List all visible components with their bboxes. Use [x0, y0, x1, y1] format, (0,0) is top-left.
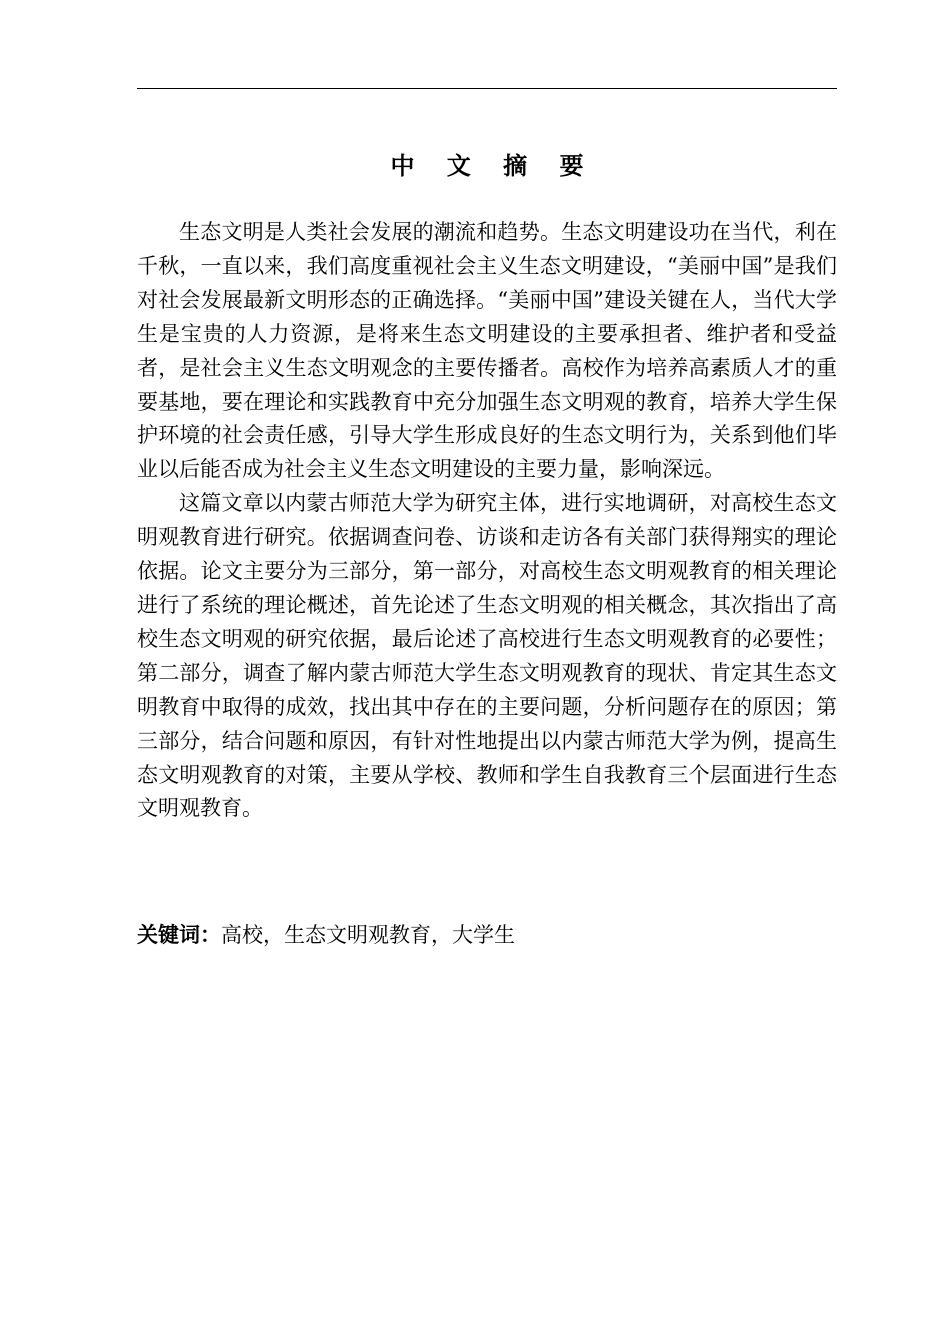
- abstract-title: 中 文 摘 要: [390, 152, 596, 180]
- abstract-paragraph-2: 这篇文章以内蒙古师范大学为研究主体，进行实地调研，对高校生态文明观教育进行研究。依据调查问卷、访谈和走访各有关部门获得翔实的理论依据。论文主要分为三部分，第一部分，对高校生态文明观教育的相关理论进行了系统的理论概述，首先论述了生态文明观的相关概念，其次指出了高校生态文明观的研究依据，最后论述了高校进行生态文明观教育的必要性；第二部分，调查了解内蒙古师范大学生态文明观教育的现状、肯定其生态文明教育中取得的成效，找出其中存在的主要问题，分析问题存在的原因；第三部分，结合问题和原因，有针对性地提出以内蒙古师范大学为例，提高生态文明观教育的对策，主要从学校、教师和学生自我教育三个层面进行生态文明观教育。: [137, 491, 837, 821]
- abstract-body: [137, 216, 837, 826]
- header-rule: [137, 88, 837, 89]
- keywords-label: 关键词：: [137, 923, 221, 947]
- abstract-paragraph-1: 生态文明是人类社会发展的潮流和趋势。生态文明建设功在当代，利在千秋，一直以来，我们高度重视社会主义生态文明建设，“美丽中国”是我们对社会发展最新文明形态的正确选择。“美丽中国”建设关键在人，当代大学生是宝贵的人力资源，是将来生态文明建设的主要承担者、维护者和受益者，是社会主义生态文明观念的主要传播者。高校作为培养高素质人才的重要基地，要在理论和实践教育中充分加强生态文明观的教育，培养大学生保护环境的社会责任感，引导大学生形成良好的生态文明行为，关系到他们毕业以后能否成为社会主义生态文明建设的主要力量，影响深远。: [137, 220, 837, 482]
- keywords-line: [137, 918, 837, 952]
- keywords-text: 高校，生态文明观教育，大学生: [221, 923, 515, 947]
